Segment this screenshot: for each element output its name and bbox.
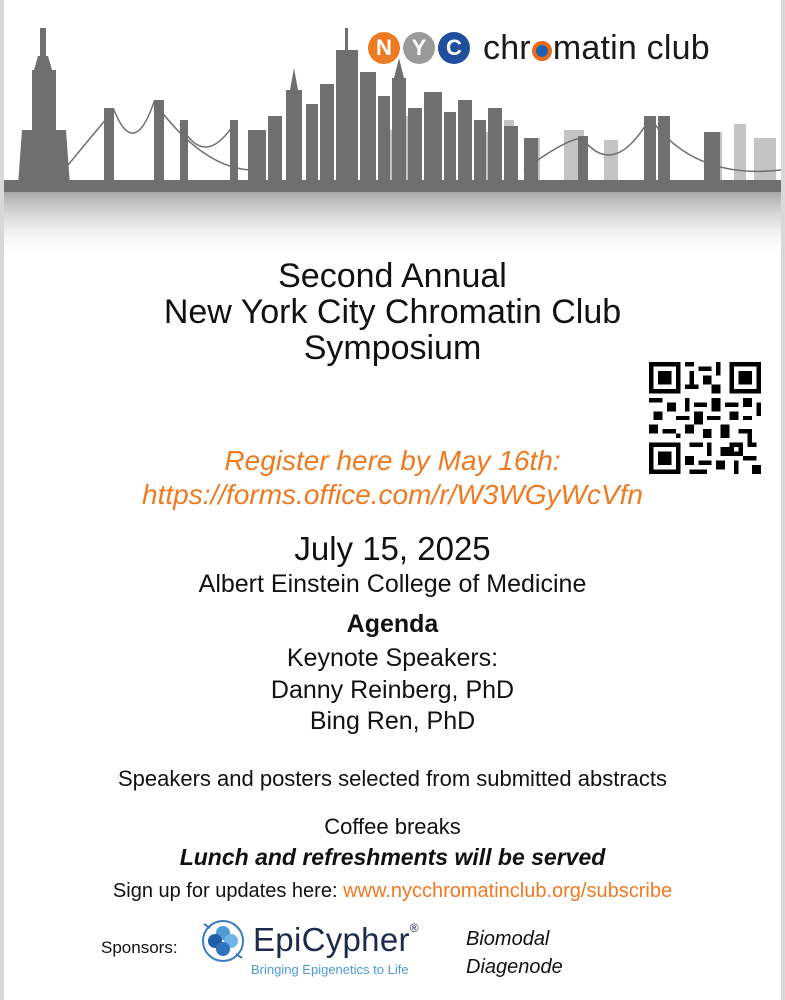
abstracts-note: Speakers and posters selected from submitted abstracts xyxy=(117,766,668,791)
agenda-heading: Agenda xyxy=(346,610,439,638)
epicypher-logo-icon xyxy=(200,918,246,964)
logo-letter-n: N xyxy=(368,32,400,64)
keynote-speakers-label: Keynote Speakers: xyxy=(286,644,499,672)
lunch-note: Lunch and refreshments will be served xyxy=(179,844,606,870)
title-line-1: Second Annual xyxy=(278,257,507,295)
sponsor-name: Diagenode xyxy=(466,956,563,978)
logo-letter-y: Y xyxy=(403,32,435,64)
coffee-breaks-note: Coffee breaks xyxy=(324,814,461,839)
nyc-chromatin-club-logo xyxy=(368,26,710,70)
signup-link[interactable]: www.nycchromatinclub.org/subscribe xyxy=(343,880,673,902)
logo-wordmark xyxy=(483,29,710,68)
epicypher-wordmark: EpiCypher xyxy=(253,921,410,958)
epicypher-name xyxy=(253,921,419,959)
sponsor-name: Biomodal xyxy=(466,928,550,950)
water-reflection xyxy=(4,192,781,260)
symposium-title xyxy=(0,258,785,366)
sponsors-label: Sponsors: xyxy=(101,938,178,957)
event-date: July 15, 2025 xyxy=(294,530,491,567)
title-line-3: Symposium xyxy=(303,329,482,367)
signup-label: Sign up for updates here: xyxy=(112,880,344,902)
registration-block xyxy=(0,444,785,512)
registered-mark: ® xyxy=(409,921,419,935)
signup-line xyxy=(0,876,785,906)
epicypher-tagline: Bringing Epigenetics to Life xyxy=(251,962,409,977)
title-line-2: New York City Chromatin Club xyxy=(163,293,622,331)
registration-deadline: Register here by May 16th: xyxy=(224,445,561,476)
registration-link[interactable]: https://forms.office.com/r/W3WGyWcVfn xyxy=(142,479,643,510)
keynote-speaker: Danny Reinberg, PhD xyxy=(270,676,515,704)
logo-wordmark-end: matin club xyxy=(552,28,710,67)
event-venue: Albert Einstein College of Medicine xyxy=(198,570,587,598)
bridge-cables xyxy=(64,102,781,171)
keynote-speaker: Bing Ren, PhD xyxy=(309,707,476,735)
logo-wordmark-start: chr xyxy=(483,28,531,67)
chromatin-molecule-icon xyxy=(532,41,552,61)
logo-letter-c: C xyxy=(438,32,470,64)
